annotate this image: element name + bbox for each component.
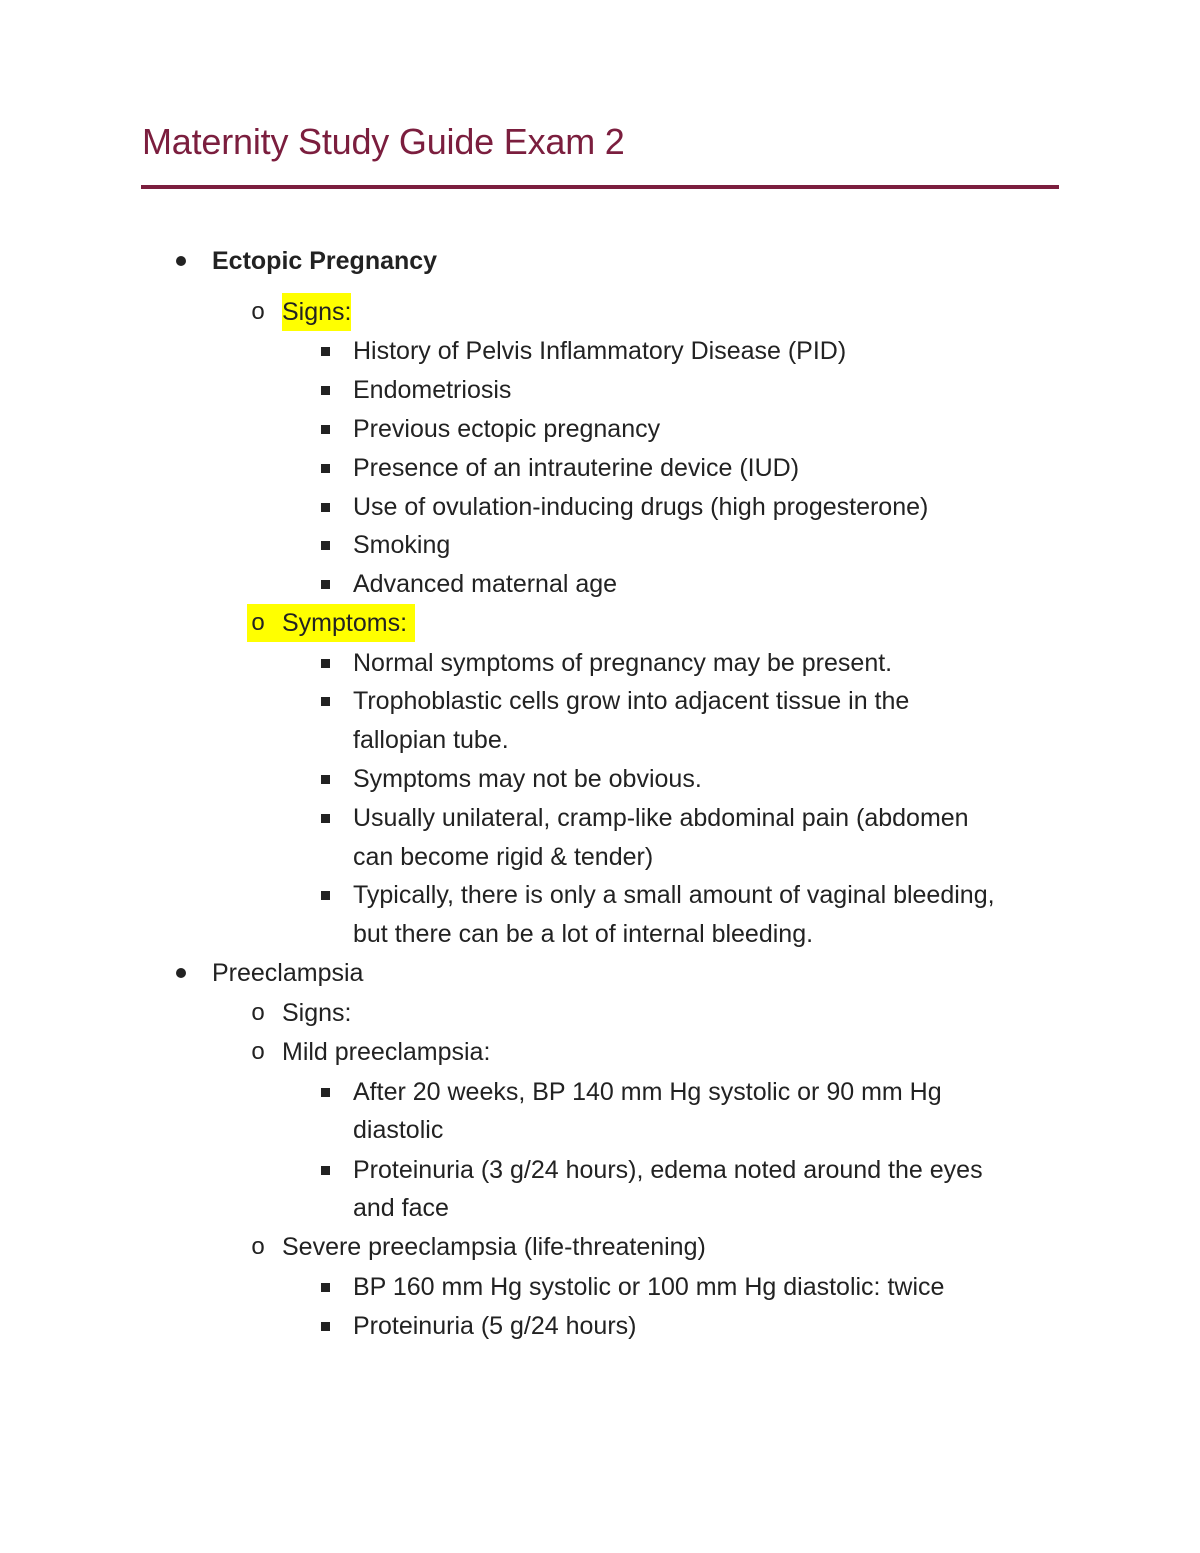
bullet-square-icon <box>318 332 332 370</box>
bullet-square-icon <box>318 449 332 487</box>
bullet-square-icon <box>318 682 332 720</box>
subheading-signs: Signs: <box>282 293 351 331</box>
list-item-text: Symptoms may not be obvious. <box>353 765 702 793</box>
subheading-symptoms: Symptoms: <box>282 609 408 637</box>
bullet-square-icon <box>318 1268 332 1306</box>
list-item-text: Typically, there is only a small amount of vaginal bleeding, <box>353 881 995 909</box>
bullet-square-icon <box>318 760 332 798</box>
list-item-text: but there can be a lot of internal bleeding. <box>353 920 814 948</box>
bullet-dot-icon <box>174 242 188 280</box>
list-item-text: diastolic <box>353 1116 444 1144</box>
bullet-square-icon <box>318 876 332 914</box>
list-item-text: Advanced maternal age <box>353 570 618 598</box>
list-item-text: can become rigid & tender) <box>353 843 654 871</box>
section-heading: Preeclampsia <box>212 959 364 987</box>
list-item-text: and face <box>353 1194 449 1222</box>
bullet-circle-icon: o <box>251 999 265 1026</box>
list-item-text: Proteinuria (3 g/24 hours), edema noted around the eyes <box>353 1156 983 1184</box>
list-item-text: Previous ectopic pregnancy <box>353 415 661 443</box>
list-item-text: fallopian tube. <box>353 726 509 754</box>
list-item-text: History of Pelvis Inflammatory Disease (PID) <box>353 337 847 365</box>
list-item-text: Usually unilateral, cramp-like abdominal pain (abdomen <box>353 804 969 832</box>
list-item-text: After 20 weeks, BP 140 mm Hg systolic or 90 mm Hg <box>353 1078 942 1106</box>
list-item-text: BP 160 mm Hg systolic or 100 mm Hg diastolic: twice <box>353 1273 945 1301</box>
list-item-text: Presence of an intrauterine device (IUD) <box>353 454 800 482</box>
title-divider <box>141 185 1059 189</box>
section-heading: Ectopic Pregnancy <box>212 247 438 275</box>
list-item-text: Endometriosis <box>353 376 512 404</box>
subheading-severe: Severe preeclampsia (life-threatening) <box>282 1233 706 1261</box>
bullet-square-icon <box>318 1151 332 1189</box>
page-title: Maternity Study Guide Exam 2 <box>142 121 625 162</box>
bullet-square-icon <box>318 1307 332 1345</box>
bullet-square-icon <box>318 644 332 682</box>
bullet-circle-icon: o <box>251 609 265 636</box>
bullet-square-icon <box>318 526 332 564</box>
subheading-signs: Signs: <box>282 999 352 1027</box>
list-item-text: Trophoblastic cells grow into adjacent tissue in the <box>353 687 910 715</box>
bullet-circle-icon: o <box>251 1233 265 1260</box>
bullet-square-icon <box>318 371 332 409</box>
bullet-square-icon <box>318 488 332 526</box>
list-item-text: Normal symptoms of pregnancy may be present. <box>353 649 893 677</box>
subheading-mild: Mild preeclampsia: <box>282 1038 491 1066</box>
bullet-circle-icon: o <box>251 1038 265 1065</box>
bullet-circle-icon: o <box>251 298 265 325</box>
bullet-square-icon <box>318 799 332 837</box>
list-item-text: Proteinuria (5 g/24 hours) <box>353 1312 637 1340</box>
list-item-text: Smoking <box>353 531 451 559</box>
bullet-square-icon <box>318 565 332 603</box>
list-item-text: Use of ovulation-inducing drugs (high progesterone) <box>353 493 929 521</box>
bullet-dot-icon <box>174 954 188 992</box>
bullet-square-icon <box>318 1073 332 1111</box>
bullet-square-icon <box>318 410 332 448</box>
